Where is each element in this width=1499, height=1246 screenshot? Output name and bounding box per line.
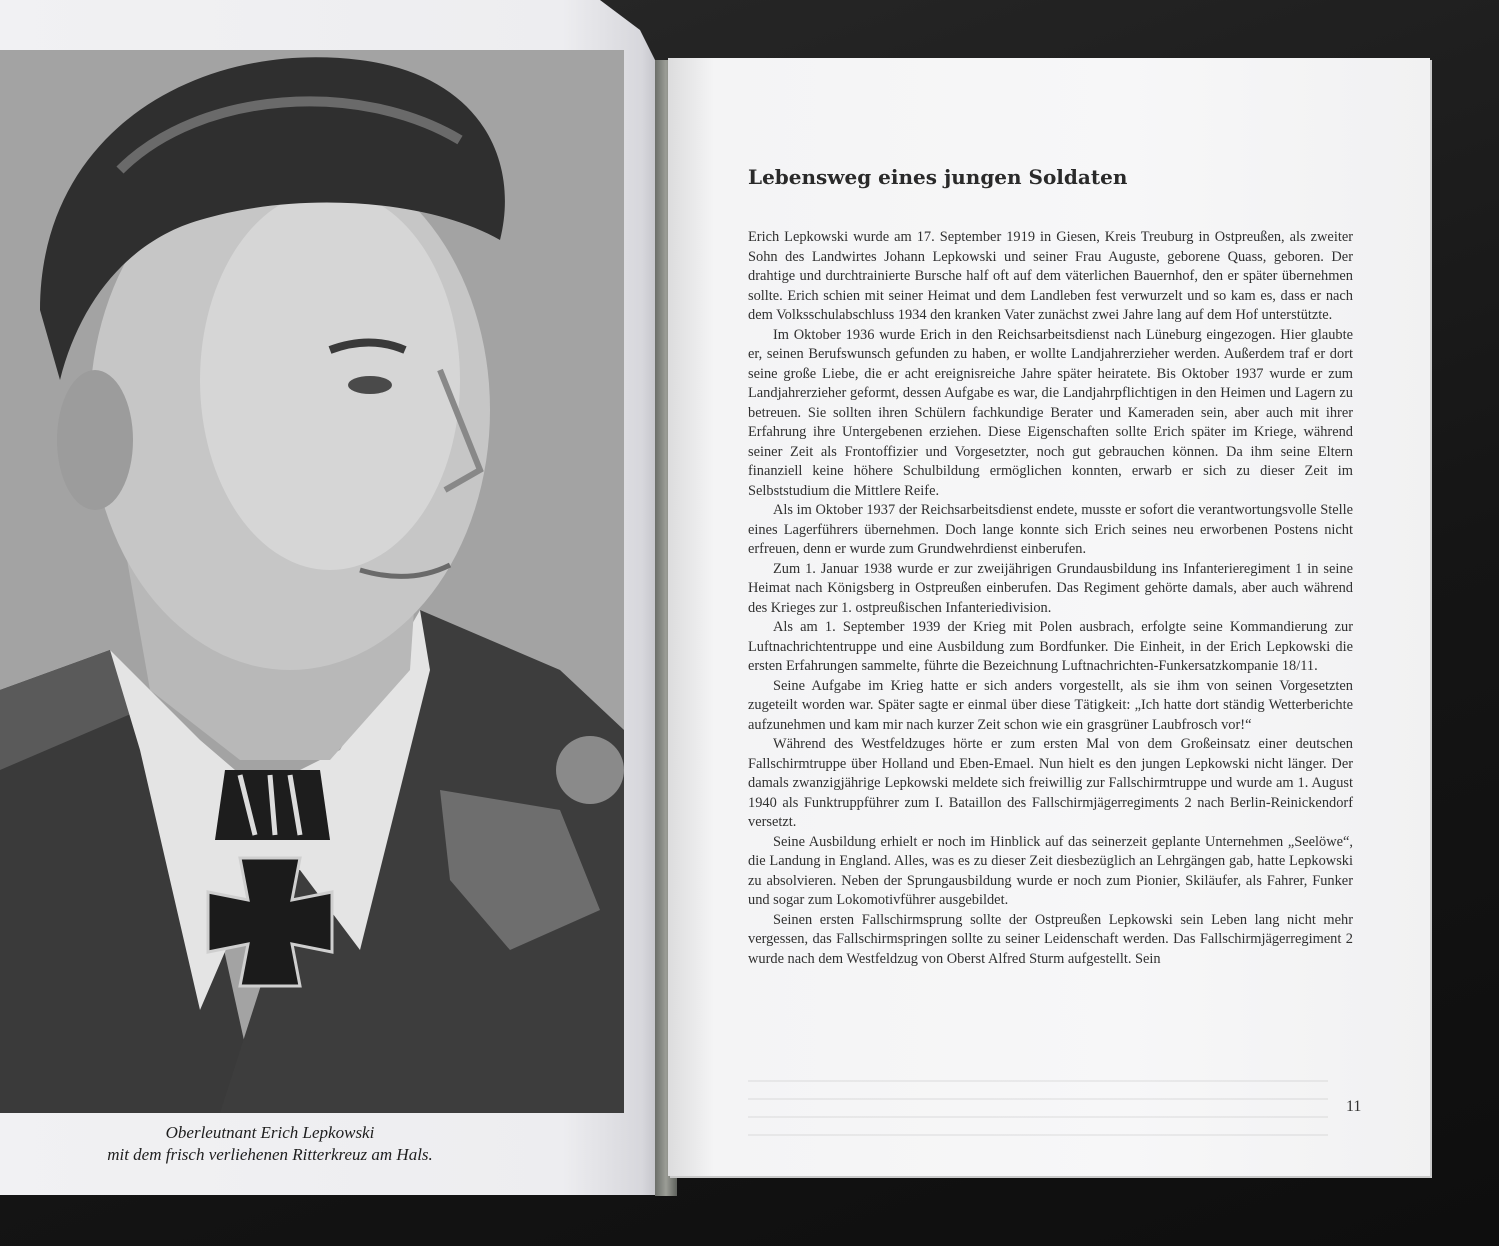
paragraph-7: Während des Westfeldzuges hörte er zum ersten Mal von dem Großeinsatz einer deutschen Fallschirmtruppe über Holland und Eben-Emael. Nun hielt es den jungen Lepkowski nicht länger. Der damals zwanzigjährige Lepkowski meldete sich freiwillig zur Fallschirmtruppe und wurde am 1. August 1940 als Funktruppführer zum I. Bataillon des Fallschirmjägerregiments 2 nach Berlin-Reinickendorf versetzt. bbox=[748, 736, 1353, 830]
portrait-illustration bbox=[0, 50, 624, 1113]
paragraph-2: Im Oktober 1936 wurde Erich in den Reichsarbeitsdienst nach Lüneburg eingezogen. Hier glaubte er, seinen Berufswunsch gefunden zu haben, er wollte Landjahrerzieher werden. Außerdem traf er dort seine große Liebe, die er acht ereignisreiche Jahre später heiratete. Bis Oktober 1937 wurde er zum Landjahrerzieher geformt, dessen Aufgabe es war, die Landjahrpflichtigen in den Heimen und Lagern zu betreuen. Sie sollten ihren Schülern fachkundige Berater und Kameraden sein, aber auch mit ihrer Erfahrung ihre Untergebenen erziehen. Diese Eigenschaften sollte Erich später im Kriege, während seiner Zeit als Frontoffizier und Vorgesetzter, noch gut gebrauchen können. Da ihm seine Eltern finanziell keine höhere Schulbildung ermöglichen konnten, erwarb er sich zu dieser Zeit im Selbststudium die Mittlere Reife. bbox=[748, 326, 1353, 499]
paragraph-4: Zum 1. Januar 1938 wurde er zur zweijährigen Grundausbildung ins Infanterieregiment 1 in seine Heimat nach Königsberg in Ostpreußen einberufen. Das Regiment gehörte damals, aber auch während des Krieges zur 1. ostpreußischen Infanteriedivision. bbox=[748, 560, 1353, 616]
paragraph-8: Seine Ausbildung erhielt er noch im Hinblick auf das seinerzeit geplante Unternehmen „Seelöwe“, die Landung in England. Alles, was es zu dieser Zeit diesbezüglich an Lehrgängen gab, hatte Lepkowski zu absolvieren. Neben der Sprungausbildung wurde er noch zum Pionier, Skiläufer, als Fahrer, Funker und sogar zum Lokomotivführer ausgebildet. bbox=[748, 833, 1353, 908]
eye bbox=[348, 376, 392, 394]
paragraph-9: Seinen ersten Fallschirmsprung sollte der Ostpreußen Lepkowski sein Leben lang nicht mehr vergessen, das Fallschirmspringen sollte zu seiner Leidenschaft werden. Das Fallschirmjägerregiment 2 wurde nach dem Westfeldzug von Oberst Alfred Sturm aufgestellt. Sein bbox=[748, 911, 1353, 967]
show-through-text bbox=[748, 1080, 1328, 1140]
caption-line-2: mit dem frisch verliehenen Ritterkreuz am Hals. bbox=[107, 1145, 433, 1164]
paragraph-6: Seine Aufgabe im Krieg hatte er sich anders vorgestellt, als sie ihm von seinen Vorgesetzten zugeteilt worden war. Später sagte er einmal über diese Tätigkeit: „Ich hatte dort ständig Wetterberichte aufzunehmen und kam mir nach kurzer Zeit schon wie ein grasgrüner Laubfrosch vor!“ bbox=[748, 677, 1353, 733]
paragraph-5: Als am 1. September 1939 der Krieg mit Polen ausbrach, erfolgte seine Kommandierung zur Luftnachrichtentruppe und eine Ausbildung zum Bordfunker. Die Einheit, in der Erich Lepkowski die ersten Erfahrungen sammelte, führte die Bezeichnung Luftnachrichten-Funkersatzkompanie 18/11. bbox=[748, 619, 1353, 674]
body-text bbox=[748, 228, 1353, 969]
chapter-heading: Lebensweg eines jungen Soldaten bbox=[748, 165, 1128, 189]
face-highlight bbox=[200, 190, 460, 570]
shoulder-board bbox=[556, 736, 624, 804]
photo-caption bbox=[60, 1122, 480, 1166]
portrait-photo bbox=[0, 50, 624, 1113]
caption-line-1: Oberleutnant Erich Lepkowski bbox=[165, 1123, 375, 1142]
paragraph-3: Als im Oktober 1937 der Reichsarbeitsdienst endete, musste er sofort die verantwortungsvolle Stelle eines Lagerführers übernehmen. Doch lange konnte sich Erich seines neu erworbenen Postens nicht erfreuen, denn er wurde zum Grundwehrdienst einberufen. bbox=[748, 502, 1353, 557]
page-number: 11 bbox=[1346, 1098, 1362, 1115]
ear bbox=[57, 370, 133, 510]
paragraph-1: Erich Lepkowski wurde am 17. September 1919 in Giesen, Kreis Treuburg in Ostpreußen, als zweiter Sohn des Landwirtes Johann Lepkowski und seiner Frau Auguste, geborene Quass, geboren. Der drahtige und durchtrainierte Bursche half oft auf dem väterlichen Bauernhof, den er später übernehmen sollte. Erich schien mit seiner Heimat und dem Landleben fest verwurzelt und so kam es, dass er nach dem Volksschulabschluss 1934 den kranken Vater zunächst zwei Jahre lang auf dem Hof unterstützte. bbox=[748, 229, 1353, 323]
